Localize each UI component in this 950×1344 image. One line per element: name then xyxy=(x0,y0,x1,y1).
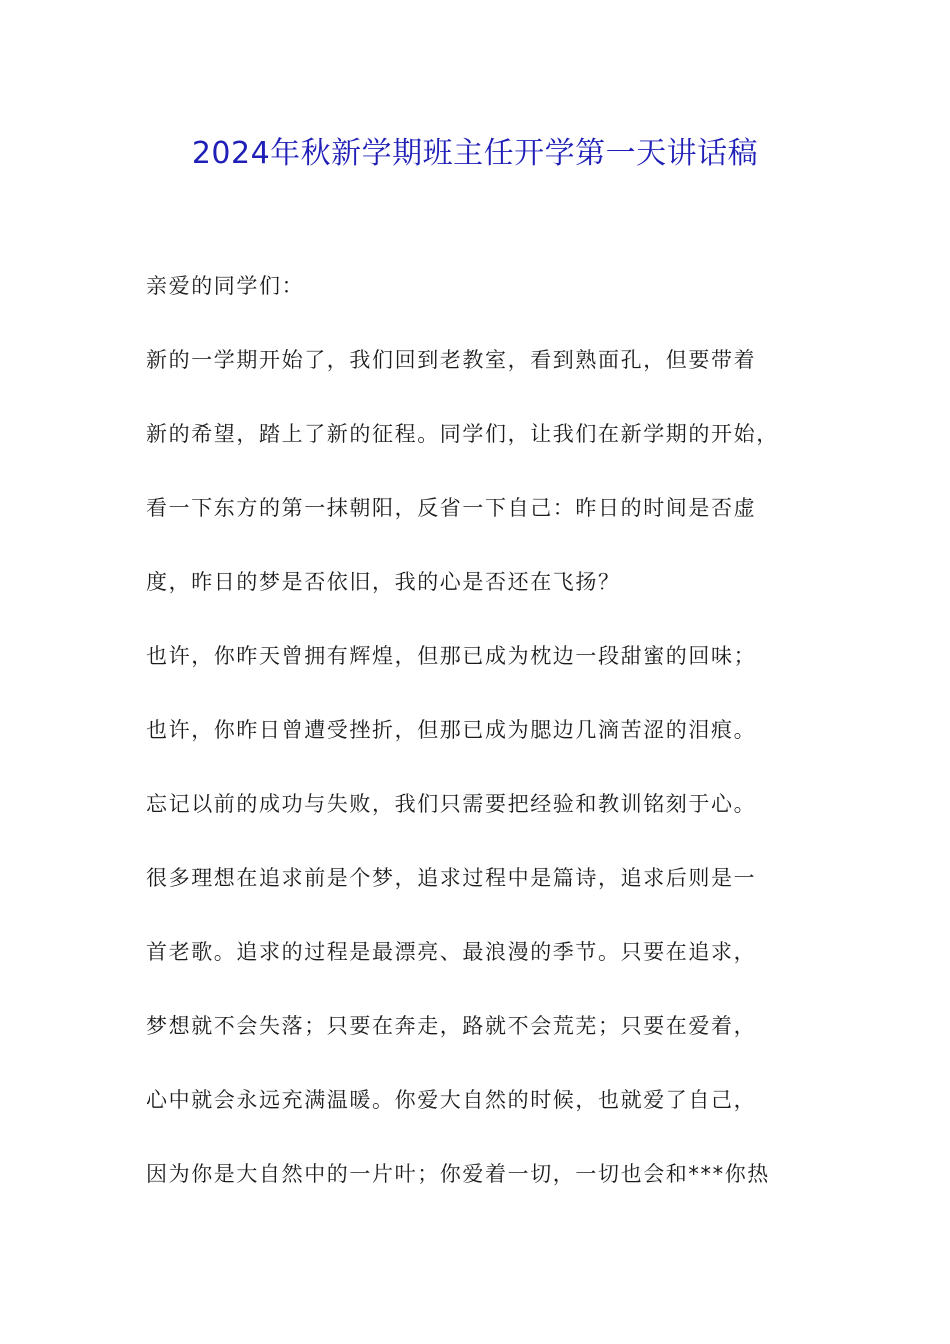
document-title: 2024年秋新学期班主任开学第一天讲话稿 xyxy=(191,136,759,171)
text-line: 新的希望，踏上了新的征程。同学们，让我们在新学期的开始， xyxy=(146,422,779,446)
text-line: 度，昨日的梦是否依旧，我的心是否还在飞扬？ xyxy=(146,570,621,594)
text-line: 心中就会永远充满温暖。你爱大自然的时候，也就爱了自己， xyxy=(146,1088,757,1112)
text-line: 梦想就不会失落；只要在奔走，路就不会荒芜；只要在爱着， xyxy=(146,1014,757,1038)
salutation-line: 亲爱的同学们： xyxy=(146,274,305,298)
text-line: 很多理想在追求前是个梦，追求过程中是篇诗，追求后则是一 xyxy=(146,866,757,890)
text-line: 也许，你昨日曾遭受挫折，但那已成为腮边几滴苦涩的泪痕。 xyxy=(146,718,757,742)
text-line: 首老歌。追求的过程是最漂亮、最浪漫的季节。只要在追求， xyxy=(146,940,757,964)
text-line: 新的一学期开始了，我们回到老教室，看到熟面孔，但要带着 xyxy=(146,348,757,372)
text-line: 看一下东方的第一抹朝阳，反省一下自己：昨日的时间是否虚 xyxy=(146,496,757,520)
text-line: 忘记以前的成功与失败，我们只需要把经验和教训铭刻于心。 xyxy=(146,792,757,816)
document-body xyxy=(146,262,816,1224)
text-line: 因为你是大自然中的一片叶；你爱着一切，一切也会和***你热 xyxy=(146,1162,770,1186)
text-line: 也许，你昨天曾拥有辉煌，但那已成为枕边一段甜蜜的回味； xyxy=(146,644,757,668)
